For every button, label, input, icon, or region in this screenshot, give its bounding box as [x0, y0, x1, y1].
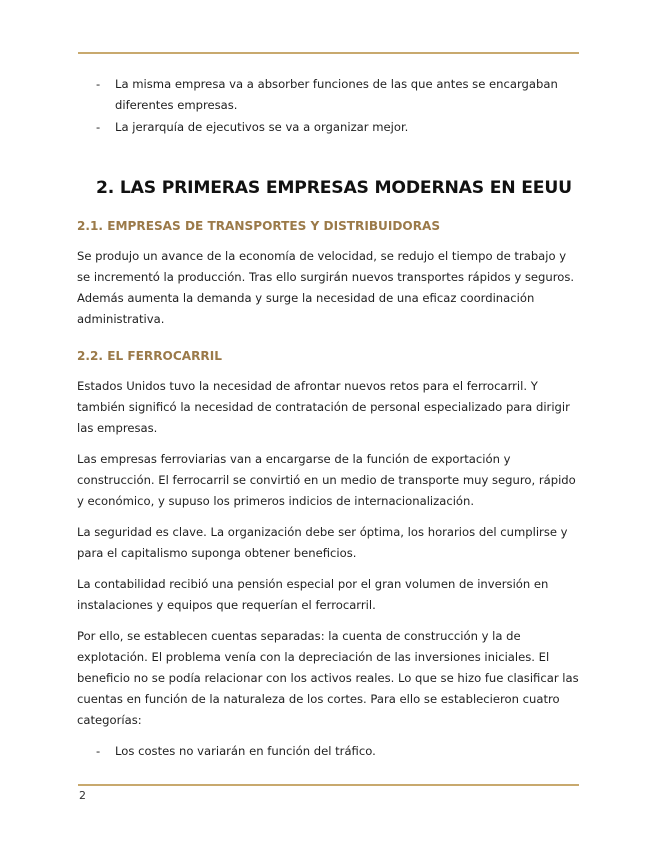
paragraph: Las empresas ferroviarias van a encargarse de la función de exportación y construcción. El ferrocarril se convirtió en un medio de transporte muy seguro, rápido y económico, y supuso los primeros indicios de internacionalización.	[77, 452, 576, 508]
paragraph: Se produjo un avance de la economía de velocidad, se redujo el tiempo de trabajo y se incrementó la producción. Tras ello surgirán nuevos transportes rápidos y seguros. Además aumenta la demanda y surge la necesidad de una eficaz coordinación administrativa.	[77, 249, 575, 326]
bullet-dash: -	[96, 744, 101, 758]
subsection-title-transportes: 2.1. EMPRESAS DE TRANSPORTES Y DISTRIBUIDORAS	[77, 219, 441, 233]
section-title: 2. LAS PRIMERAS EMPRESAS MODERNAS EN EEUU	[96, 178, 572, 198]
page-content	[77, 74, 580, 763]
subsection-title-ferrocarril: 2.2. EL FERROCARRIL	[77, 349, 222, 363]
paragraph: Estados Unidos tuvo la necesidad de afrontar nuevos retos para el ferrocarril. Y también significó la necesidad de contratación de personal especializado para dirigir las empresas.	[77, 379, 570, 435]
bottom-bullet-list	[77, 741, 580, 762]
top-bullet-list	[77, 74, 580, 138]
header-rule	[78, 52, 579, 54]
paragraph: Por ello, se establecen cuentas separadas: la cuenta de construcción y la de explotación. El problema venía con la depreciación de las inversiones iniciales. El beneficio no se podía relacionar con los activos reales. Lo que se hizo fue clasificar las cuentas en función de la naturaleza de los cortes. Para ello se establecieron cuatro categorías:	[77, 629, 579, 727]
bullet-dash: -	[96, 120, 101, 134]
bullet-dash: -	[96, 77, 101, 91]
footer-rule	[78, 784, 579, 786]
paragraph: La contabilidad recibió una pensión especial por el gran volumen de inversión en instalaciones y equipos que requerían el ferrocarril.	[77, 577, 549, 612]
paragraph: La seguridad es clave. La organización debe ser óptima, los horarios del cumplirse y para el capitalismo suponga obtener beneficios.	[77, 525, 568, 560]
list-item: - La misma empresa va a absorber funciones de las que antes se encargaban diferentes empresas.	[77, 74, 580, 116]
page-number: 2	[79, 789, 86, 802]
list-item: - Los costes no variarán en función del tráfico.	[77, 741, 580, 762]
list-item: - La jerarquía de ejecutivos se va a organizar mejor.	[77, 117, 580, 138]
